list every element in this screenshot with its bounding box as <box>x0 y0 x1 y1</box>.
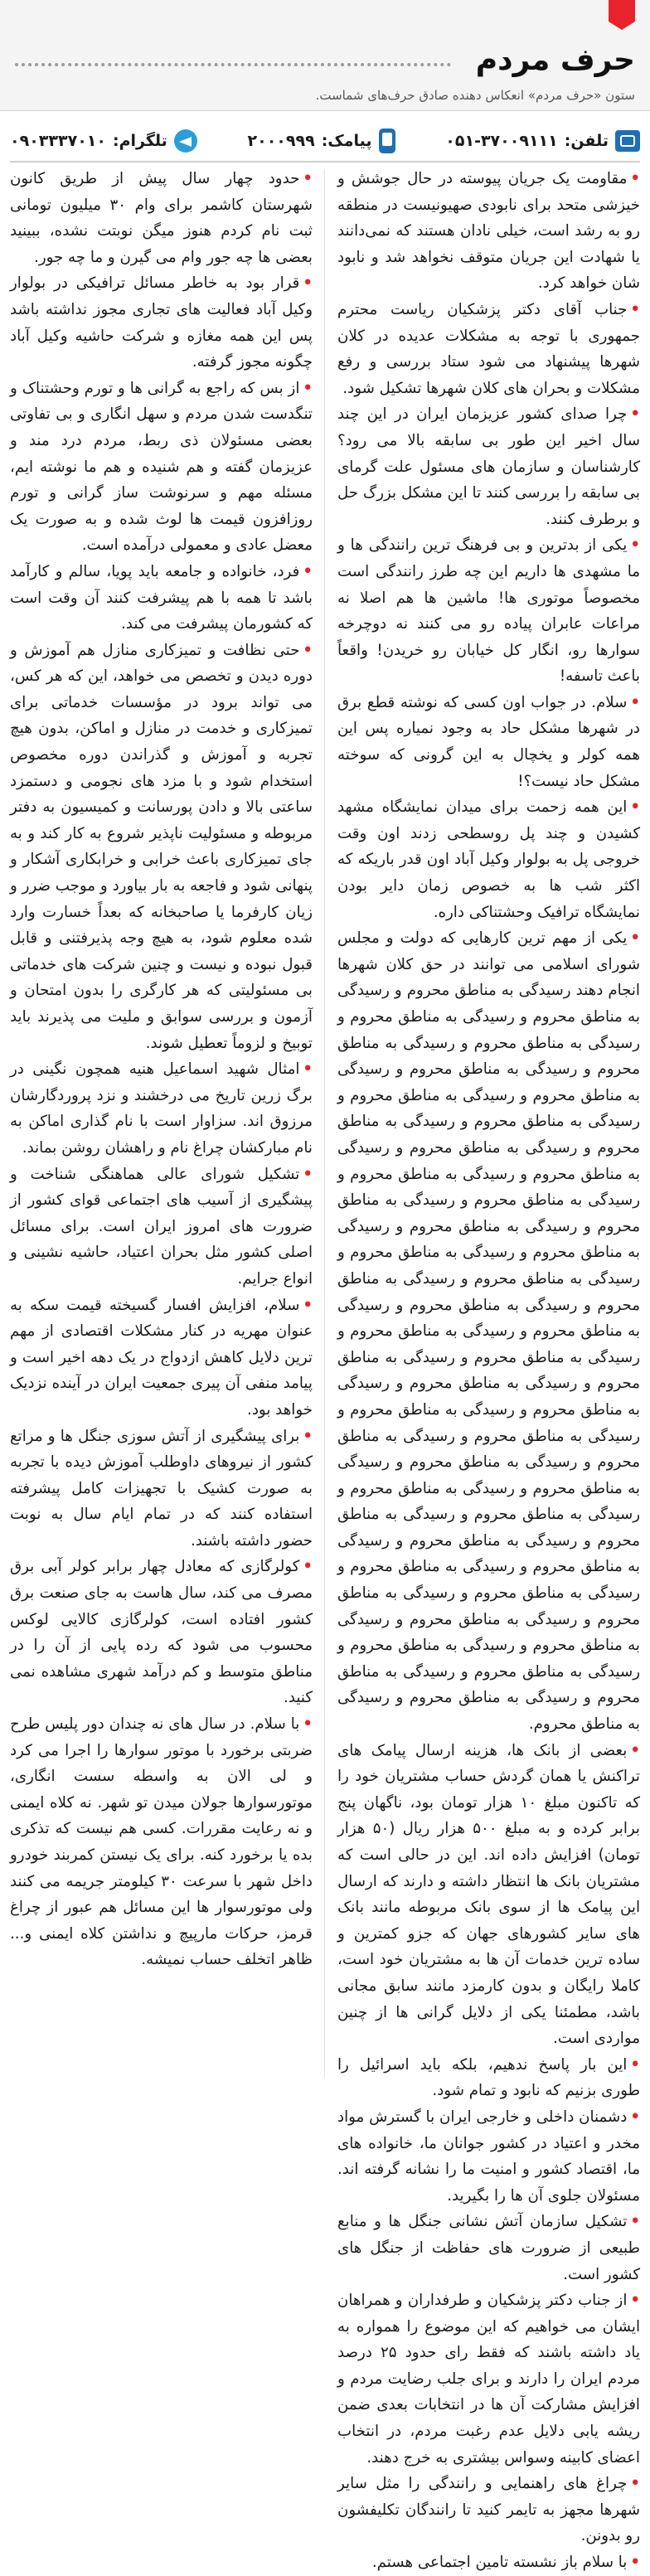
message-text: از بس که راجع به گرانی ها و تورم وحشتناک و تنگدست شدن مردم و سهل انگاری و بی تفاوتی بعضی مسئولان ذی ربط، مردم درد مند و عزیزمان گفته و هم شنیده و هم ما نوشته ایم، مسئله مهم و سرنوشت ساز گرانی و تورم روزافزون قیمت ها لوث شده و به صورت یک معضل عادی و معمولی درآمده است. <box>10 379 313 555</box>
message-item <box>10 638 313 1057</box>
message-text: چراغ های راهنمایی و رانندگی را مثل سایر شهرها مجهز به تایمر کنید تا رانندگان تکلیفشون رو بدونن. <box>337 2475 640 2545</box>
message-item <box>10 1293 313 1424</box>
sms-number[interactable]: ۲۰۰۰۹۹۹ <box>247 132 315 150</box>
message-item <box>10 1056 313 1161</box>
page-subtitle: ستون «حرف مردم» انعکاس دهنده صادق حرف‌های شماست. <box>315 88 635 103</box>
message-text: حتی نظافت و تمیزکاری منازل هم آموزش و دوره دیدن و تخصص می خواهد، این که هر کس، می تواند برود در مؤسسات خدماتی برای تمیزکاری و خدمت در منازل و اماکن، بدون هیچ تجربه و آموزش و گذراندن دوره مخصوص استخدام شود و با مزد های نجومی و دستمزد ساعتی بالا و دادن پورسانت و کمیسیون به دفتر مربوطه و مسئولیت ناپذیر شروع به کار کند و به جای تمیزکاری باعث خرابی و خرابکاری آشکار و پنهانی شود و فاجعه به بار بیاورد و موجب ضرر و زیان کارفرما یا صاحبخانه که بعداً خسارت وارد شده معلوم شود، به هیچ وجه پذیرفتنی و قابل قبول نبوده و نیست و چنین شرکت های خدماتی بی مسئولیتی که هر کارگری را بدون امتحان و آزمون و بررسی سوابق و ملیت می پذیرند باید توبیخ و لزوماً تعطیل شوند. <box>10 641 313 1052</box>
telegram-number[interactable]: ۰۹۰۳۳۳۷۰۱۰ <box>10 132 106 150</box>
message-text: تشکیل سازمان آتش نشانی جنگل ها و منابع طبیعی از ضرورت های حفاظت از جنگل های کشور است. <box>337 2213 640 2283</box>
phone-icon <box>615 130 640 152</box>
bullet-icon: • <box>630 2475 640 2493</box>
message-text: تشکیل شورای عالی هماهنگی شناخت و پیشگیری از آسیب های اجتماعی قوای کشور از ضرورت های امروز ایران است. برای مسائل اصلی کشور مثل بحران اعتیاد، حاشیه نشینی و انواع جرایم. <box>10 1165 313 1288</box>
contact-phone <box>445 130 640 152</box>
message-item <box>337 2549 640 2576</box>
message-text: چرا صدای کشور عزیزمان ایران در این چند سال اخیر این طور بی سابقه بالا می رود؟ کارشناسان و سازمان های مسئول علت گرمای بی سابقه را بررسی کنند تا این مشکل بزرگ حل و برطرف کنند. <box>337 405 640 528</box>
message-item <box>337 2471 640 2549</box>
message-text: سلام، افزایش افسار گسیخته قیمت سکه به عنوان مهریه در کنار مشکلات اقتصادی از مهم ترین دلایل کاهش ازدواج در یک دهه اخیر است و پیامد منفی آن پیری جمعیت ایران در آینده نزدیک خواهد بود. <box>10 1296 313 1419</box>
mobile-icon <box>379 129 395 153</box>
message-text: برای پیشگیری از آتش سوزی جنگل ها و مراتع کشور از نیروهای داوطلب آموزش دیده با تجربه به صورت کشیک با تجهیزات کامل پیشرفته استفاده کنند که در تمام ایام سال به نوبت حضور داشته باشند. <box>10 1427 313 1550</box>
message-text: یکی از بدترین و بی فرهنگ ترین رانندگی ها و ما مشهدی ها داریم این چه طرز رانندگی است مخصوصاً موتوری ها! ماشین ها هم اصلا نه مراعات عابران پیاده رو می کنند نه دوچرخه سوارها رو، انگار کل خیابان رو خریدن! واقعاً باعث تاسفه! <box>337 536 640 686</box>
phone-number[interactable]: ۰۵۱-۳۷۰۰۹۱۱۱ <box>445 132 558 150</box>
bullet-icon: • <box>303 379 313 397</box>
bullet-icon: • <box>630 2213 640 2231</box>
message-item <box>337 2104 640 2209</box>
bullet-icon: • <box>303 170 313 187</box>
bullet-icon: • <box>630 300 640 318</box>
bullet-icon: • <box>630 170 640 187</box>
brand-badge-icon <box>609 0 635 22</box>
right-column <box>337 166 641 2572</box>
message-text: این بار پاسخ ندهیم، بلکه باید اسرائیل را طوری بزنیم که نابود و تمام شود. <box>337 2055 640 2100</box>
phone-label: تلفن: <box>564 132 609 150</box>
message-item <box>10 166 313 270</box>
message-item <box>337 532 640 690</box>
bullet-icon: • <box>630 2108 640 2126</box>
message-item <box>337 401 640 532</box>
message-item <box>10 559 313 638</box>
message-text: حدود چهار سال پیش از طریق کانون شهرستان کاشمر برای وام ۳۰ میلیون تومانی ثبت نام کردم هنوز میگن نوبتت نشده، ببینید بعضی ها چه جور وام می گیرن و ما چه جور. <box>10 170 313 266</box>
bullet-icon: • <box>630 1741 640 1759</box>
bullet-icon: • <box>303 1427 313 1445</box>
message-item <box>337 2287 640 2471</box>
contact-bar <box>10 121 640 163</box>
message-text: از جناب دکتر پزشکیان و طرفداران و همراهان ایشان می خواهیم که این موضوع را همواره به یاد داشته باشند که فقط رای حدود ۲۵ درصد مردم ایران را دارند و برای جلب رضایت مردم و افزایش مشارکت آن ها در انتخابات بعدی ضمن ریشه یابی دلایل عدم رغبت مردم، در انتخاب اعضای کابینه وسواس بیشتری به خرج دهند. <box>337 2292 641 2467</box>
bullet-icon: • <box>303 1060 313 1079</box>
bullet-icon: • <box>630 405 640 424</box>
bullet-icon: • <box>630 2554 640 2572</box>
message-item <box>10 270 313 375</box>
telegram-label: تلگرام: <box>112 132 167 150</box>
header <box>0 0 650 111</box>
contact-sms <box>248 129 395 153</box>
message-item <box>10 1424 313 1555</box>
message-item <box>10 1711 313 1973</box>
bullet-icon: • <box>303 1165 313 1183</box>
message-text: کولرگازی که معادل چهار برابر کولر آبی برق مصرف می کند، سال هاست به جای صنعت برق کشور افتاده است، کولرگازی کالایی لوکس محسوب می شود که رده پایی از آن را در مناطق متوسط و کم درآمد شهری مشاهده نمی کنید. <box>10 1558 313 1707</box>
message-text: این همه زحمت برای میدان نمایشگاه مشهد کشیدن و چند پل روسطحی زدند اون وقت خروجی پل به بولوار وکیل آباد اون قدر باریکه که اکثر شب ها به خصوص زمان دایر بودن نمایشگاه ترافیک وحشتناکی داره. <box>337 798 640 921</box>
bullet-icon: • <box>303 1715 313 1734</box>
bullet-icon: • <box>303 274 313 293</box>
columns <box>10 166 641 2572</box>
bullet-icon: • <box>630 798 640 817</box>
left-column <box>10 166 313 2083</box>
message-item <box>337 794 640 925</box>
message-item <box>337 166 640 297</box>
message-text: با سلام. در سال های نه چندان دور پلیس طرح ضربتی برخورد با موتور سوارها را اجرا می کرد و لی الان به واسطه سست انگاری، موتورسوارها جولان میدن تو شهر. نه کلاه ایمنی و نه رعایت مقررات. کسی هم نیست که تذکری بده یا برخورد کنه. برای یک نیستن کمربند خودرو داخل شهر با سرعت ۳۰ کیلومتر جریمه می کنند ولی موتورسوار ها این مسائل هم عبور از چراغ قرمز، حرکات مارپیچ و نداشتن کلاه ایمنی و... ظاهر اتخلف حساب نمیشه. <box>10 1715 313 1969</box>
bullet-icon: • <box>630 536 640 555</box>
message-item <box>337 1738 640 2052</box>
message-text: بعضی از بانک ها، هزینه ارسال پیامک های تراکنش یا همان گردش حساب مشتریان خود را که تاکنون مبلغ ۱۰ هزار تومان بود، ناگهان پنج برابر کرده و به مبلغ ۵۰۰ هزار ریال (۵۰ هزار تومان) افزایش داده اند. این در حالی است که مشتریان بانک ها انتظار داشته و دارند که ارسال این پیامک ها از سوی بانک مربوطه مانند بانک های سایر کشورهای جهان که جزو کمترین و ساده ترین خدمات آن ها به مشتریان خود است، کاملا رایگان و بدون کارمزد مانند سابق مجانی باشد، مطمئنا یکی از دلایل گرانی ها از چنین مواردی است. <box>337 1741 640 2048</box>
page-title: حرف مردم <box>475 43 635 77</box>
sms-label: پیامک: <box>321 132 372 150</box>
message-text: فرد، خانواده و جامعه باید پویا، سالم و کارآمد باشد تا همه با هم پیشرفت کنند آن وقت است که کشورمان پیشرفت می کند. <box>10 562 313 633</box>
message-item <box>337 925 640 1737</box>
message-text: با سلام باز نشسته تامین اجتماعی هستم. <box>371 2554 628 2572</box>
message-item <box>337 2209 640 2287</box>
bullet-icon: • <box>303 562 313 580</box>
message-text: قرار بود به خاطر مسائل ترافیکی در بولوار وکیل آباد فعالیت های تجاری مجوز نداشته باشد پس این همه مغازه و شرکت حاشیه وکیل آباد چگونه مجوز گرفته. <box>10 274 313 371</box>
bullet-icon: • <box>303 1296 313 1314</box>
bullet-icon: • <box>630 693 640 711</box>
message-text: جناب آقای دکتر پزشکیان ریاست محترم جمهوری با توجه به مشکلات عدیده در کلان شهرها پیشنهاد می شود ستاد بررسی و رفع مشکلات و بحران های کلان شهرها تشکیل شود. <box>337 300 640 397</box>
message-text: مقاومت یک جریان پیوسته در حال جوشش و خیزشی متحد برای نابودی صهیونیست در منطقه رو به رشد است، خیلی نادان هستند که نمی‌دانند یا شهادت این جریان متوقف نخواهد شد و نابود شان خواهد کرد. <box>337 170 640 293</box>
contact-telegram <box>10 129 197 153</box>
message-item <box>10 1554 313 1711</box>
message-text: امثال شهید اسماعیل هنیه همچون نگینی در برگ زرین تاریخ می درخشند و نزد پروردگارشان مرزوق اند. سزاوار است با نام گذاری اماکن به نام مبارکشان چراغ نام و راهشان روشن بماند. <box>10 1060 313 1157</box>
bullet-icon: • <box>630 2055 640 2074</box>
bullet-icon: • <box>630 929 640 948</box>
bullet-icon: • <box>303 1558 313 1576</box>
message-item <box>337 2052 640 2104</box>
message-item <box>337 297 640 401</box>
bullet-icon: • <box>630 2292 640 2310</box>
message-item <box>337 690 640 794</box>
message-text: سلام. در جواب اون کسی که نوشته قطع برق در شهرها مشکل حاد به وجود نمیاره پس این همه کولر و یخچال به این گرونی که سوخته مشکل حاد نیست؟! <box>337 693 640 790</box>
bullet-icon: • <box>303 641 313 659</box>
message-item <box>10 1162 313 1293</box>
message-text: دشمنان داخلی و خارجی ایران با گسترش مواد مخدر و اعتیاد در کشور جوانان ما، خانواده های ما، اقتصاد کشور و امنیت ما را نشانه گرفته اند. مسئولان جلوی آن ها را بگیرید. <box>337 2108 640 2205</box>
telegram-icon <box>174 129 197 153</box>
message-text: یکی از مهم ترین کارهایی که دولت و مجلس شورای اسلامی می توانند در حق کلان شهرها انجام دهند رسیدگی به مناطق محروم و رسیدگی به مناطق محروم و رسیدگی به مناطق محروم و رسیدگی به مناطق محروم و رسیدگی به مناطق محروم و رسیدگی به مناطق محروم و رسیدگی به مناطق محروم و رسیدگی به مناطق محروم و رسیدگی به مناطق محروم و رسیدگی به مناطق محروم و رسیدگی به مناطق محروم و رسیدگی به مناطق محروم و رسیدگی به مناطق محروم و رسیدگی به مناطق محروم و رسیدگی به مناطق محروم و رسیدگی به مناطق محروم و رسیدگی به مناطق محروم و رسیدگی به مناطق محروم و رسیدگی به مناطق محروم و رسیدگی به مناطق محروم و رسیدگی به مناطق محروم و رسیدگی به مناطق محروم و رسیدگی به مناطق محروم و رسیدگی به مناطق محروم و رسیدگی به مناطق محروم و رسیدگی به مناطق محروم و رسیدگی به مناطق محروم و رسیدگی به مناطق محروم و رسیدگی به مناطق محروم و رسیدگی به مناطق محروم و رسیدگی به مناطق محروم و رسیدگی به مناطق محروم و رسیدگی به مناطق محروم و رسیدگی به مناطق محروم و رسیدگی به مناطق محروم و رسیدگی به مناطق محروم و رسیدگی به مناطق محروم و رسیدگی به مناطق محروم و رسیدگی به مناطق محروم و رسیدگی به مناطق محروم و رسیدگی به مناطق محروم و رسیدگی به مناطق محروم و رسیدگی به مناطق محروم و رسیدگی به مناطق محروم و رسیدگی به مناطق محروم و رسیدگی به مناطق محروم و رسیدگی به مناطق محروم. <box>337 929 640 1734</box>
message-item <box>10 376 313 559</box>
dotted-divider <box>15 63 451 66</box>
